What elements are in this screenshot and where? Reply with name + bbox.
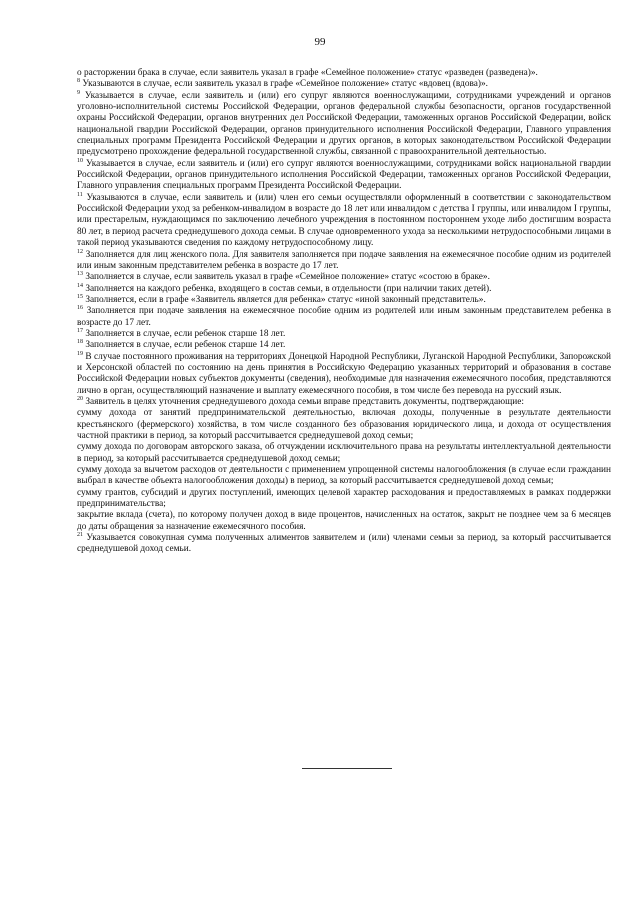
footnote-mark: 13 <box>77 271 83 278</box>
footnote-12 <box>77 250 611 273</box>
footnote-19 <box>77 352 611 397</box>
footnote-text: Заполняется для лиц женского пола. Для заявителя заполняется при подаче заявления на ежемесячное пособие одним из родителей или иным законным представителем ребенка в возрасте до 17 лет. <box>77 249 611 271</box>
footnote-text: В случае постоянного проживания на территориях Донецкой Народной Республики, Луганской Народной Республики, Запорожской и Херсонской областей по состоянию на день принятия в Российскую Федерацию указанных территорий и образования в составе Российской Федерации новых субъектов документы (сведения), необходимые для назначения ежемесячного пособия, представляются лично в орган, осуществляющий назначение и выплату ежемесячного пособия, в том числе без перевода на русский язык. <box>77 351 611 396</box>
footnote-8 <box>77 79 611 90</box>
footnote-13 <box>77 272 611 283</box>
footnote-text: Заполняется в случае, если ребенок старше 18 лет. <box>83 328 286 339</box>
footnote-15 <box>77 295 611 306</box>
footnote-mark: 15 <box>77 293 83 300</box>
footnotes <box>77 68 611 556</box>
footnote-9 <box>77 91 611 159</box>
footnote-18 <box>77 340 611 351</box>
footnote-20-item <box>77 510 611 533</box>
footnote-text: Указывается в случае, если заявитель и (или) его супруг являются военнослужащими, сотрудниками войск национальной гвардии Российской Федерации, органов принудительного исполнения Российской Федерации, таможенных органов Российской Федерации, Главного управления специальных программ Президента Российской Федерации. <box>77 158 611 192</box>
footnote-text: сумму грантов, субсидий и других поступлений, имеющих целевой характер расходования и предоставляемых в рамках поддержки предпринимательства; <box>77 487 611 510</box>
footnote-mark: 17 <box>77 327 83 334</box>
footnote-text: о расторжении брака в случае, если заявитель указал в графе «Семейное положение» статус «разведен (разведена)». <box>77 68 538 78</box>
footnote-mark: 9 <box>77 89 80 96</box>
footnote-mark: 20 <box>77 395 83 402</box>
footnote-21 <box>77 533 611 556</box>
footnote-14 <box>77 284 611 295</box>
end-separator-line <box>302 768 392 769</box>
footnote-text: Заполняется на каждого ребенка, входящего в состав семьи, в отдельности (при наличии таких детей). <box>83 283 492 294</box>
footnote-continuation <box>77 68 611 79</box>
footnote-text: Заполняется в случае, если ребенок старше 14 лет. <box>83 340 286 351</box>
footnote-mark: 18 <box>77 339 83 346</box>
footnote-text: Заполняется в случае, если заявитель указал в графе «Семейное положение» статус «состою в браке». <box>83 272 490 283</box>
footnote-text: Указываются в случае, если заявитель и (или) член его семьи осуществляли оформленный в соответствии с законодательством Российской Федерации уход за ребенком-инвалидом в возрасте до 18 лет или инвалидом с детства I группы, или инвалидом I группы, или престарелым, нуждающимся по заключению лечебного учреждения в постоянном постороннем уходе либо достигшим возраста 80 лет, в период расчета среднедушевого дохода семьи. В случае одновременного ухода за несколькими нетрудоспособными лицами в такой период указываются сведения по каждому нетрудоспособному лицу. <box>77 192 611 249</box>
footnote-text: Заполняется, если в графе «Заявитель является для ребенка» статус «иной законный представитель». <box>83 294 486 305</box>
footnote-16 <box>77 306 611 329</box>
footnote-10 <box>77 159 611 193</box>
footnote-20-item <box>77 488 611 511</box>
footnote-text: Заявитель в целях уточнения среднедушевого дохода семьи вправе представить документы, подтверждающие: <box>83 396 524 407</box>
footnote-mark: 11 <box>77 191 83 198</box>
footnote-mark: 16 <box>77 305 83 312</box>
footnote-text: Указываются в случае, если заявитель указал в графе «Семейное положение» статус «вдовец (вдова)». <box>80 79 488 90</box>
footnote-text: сумму дохода от занятий предпринимательской деятельностью, включая доходы, полученные в результате деятельности крестьянского (фермерского) хозяйства, в том числе созданного без образования юридического лица, и дохода от осуществления частной практики в период, за который рассчитывается среднедушевой доход семьи; <box>77 408 611 441</box>
footnote-mark: 10 <box>77 157 83 164</box>
footnote-mark: 21 <box>77 532 83 539</box>
footnote-mark: 8 <box>77 78 80 85</box>
footnote-text: сумму дохода за вычетом расходов от деятельности с применением упрощенной системы налогообложения (в случае если гражданин выбрал в качестве объекта налогообложения доходы) в период, за который рассчитывается среднедушевой доход семьи; <box>77 465 611 487</box>
footnote-20-item <box>77 442 611 465</box>
footnote-mark: 12 <box>77 248 83 255</box>
footnote-text: закрытие вклада (счета), по которому получен доход в виде процентов, начисленных на остаток, закрыт не позднее чем за 6 месяцев до даты обращения за назначение ежемесячного пособия. <box>77 510 611 532</box>
footnote-mark: 14 <box>77 282 83 289</box>
footnote-20-item <box>77 408 611 442</box>
footnote-17 <box>77 329 611 340</box>
page-number: 99 <box>314 36 326 48</box>
footnote-text: Указывается в случае, если заявитель и (или) его супруг являются военнослужащими, сотрудниками учреждений и органов уголовно-исполнительной системы Российской Федерации, органов федеральной службы безопасности, органов государственной охраны Российской Федерации, органов внутренних дел Российской Федерации, таможенных органов Российской Федерации, войск национальной гвардии Российской Федерации, органов принудительного исполнения Российской Федерации, Главного управления специальных программ Президента Российской Федерации и других органов, в которых законодательством Российской Федерации предусмотрено прохождение федеральной государственной службы, связанной с правоохранительной деятельностью. <box>77 90 611 158</box>
footnote-text: Заполняется при подаче заявления на ежемесячное пособие одним из родителей или иным законным представителем ребенка в возрасте до 17 лет. <box>77 306 611 328</box>
footnote-mark: 19 <box>77 350 83 357</box>
footnote-text: сумму дохода по договорам авторского заказа, об отчуждении исключительного права на результаты интеллектуальной деятельности в период, за который рассчитывается среднедушевой доход семьи; <box>77 442 611 464</box>
footnote-11 <box>77 193 611 250</box>
footnote-20 <box>77 397 611 408</box>
footnote-20-item <box>77 465 611 488</box>
footnote-text: Указывается совокупная сумма полученных алиментов заявителем и (или) членами семьи за период, за который рассчитывается среднедушевой доход семьи. <box>77 533 611 555</box>
